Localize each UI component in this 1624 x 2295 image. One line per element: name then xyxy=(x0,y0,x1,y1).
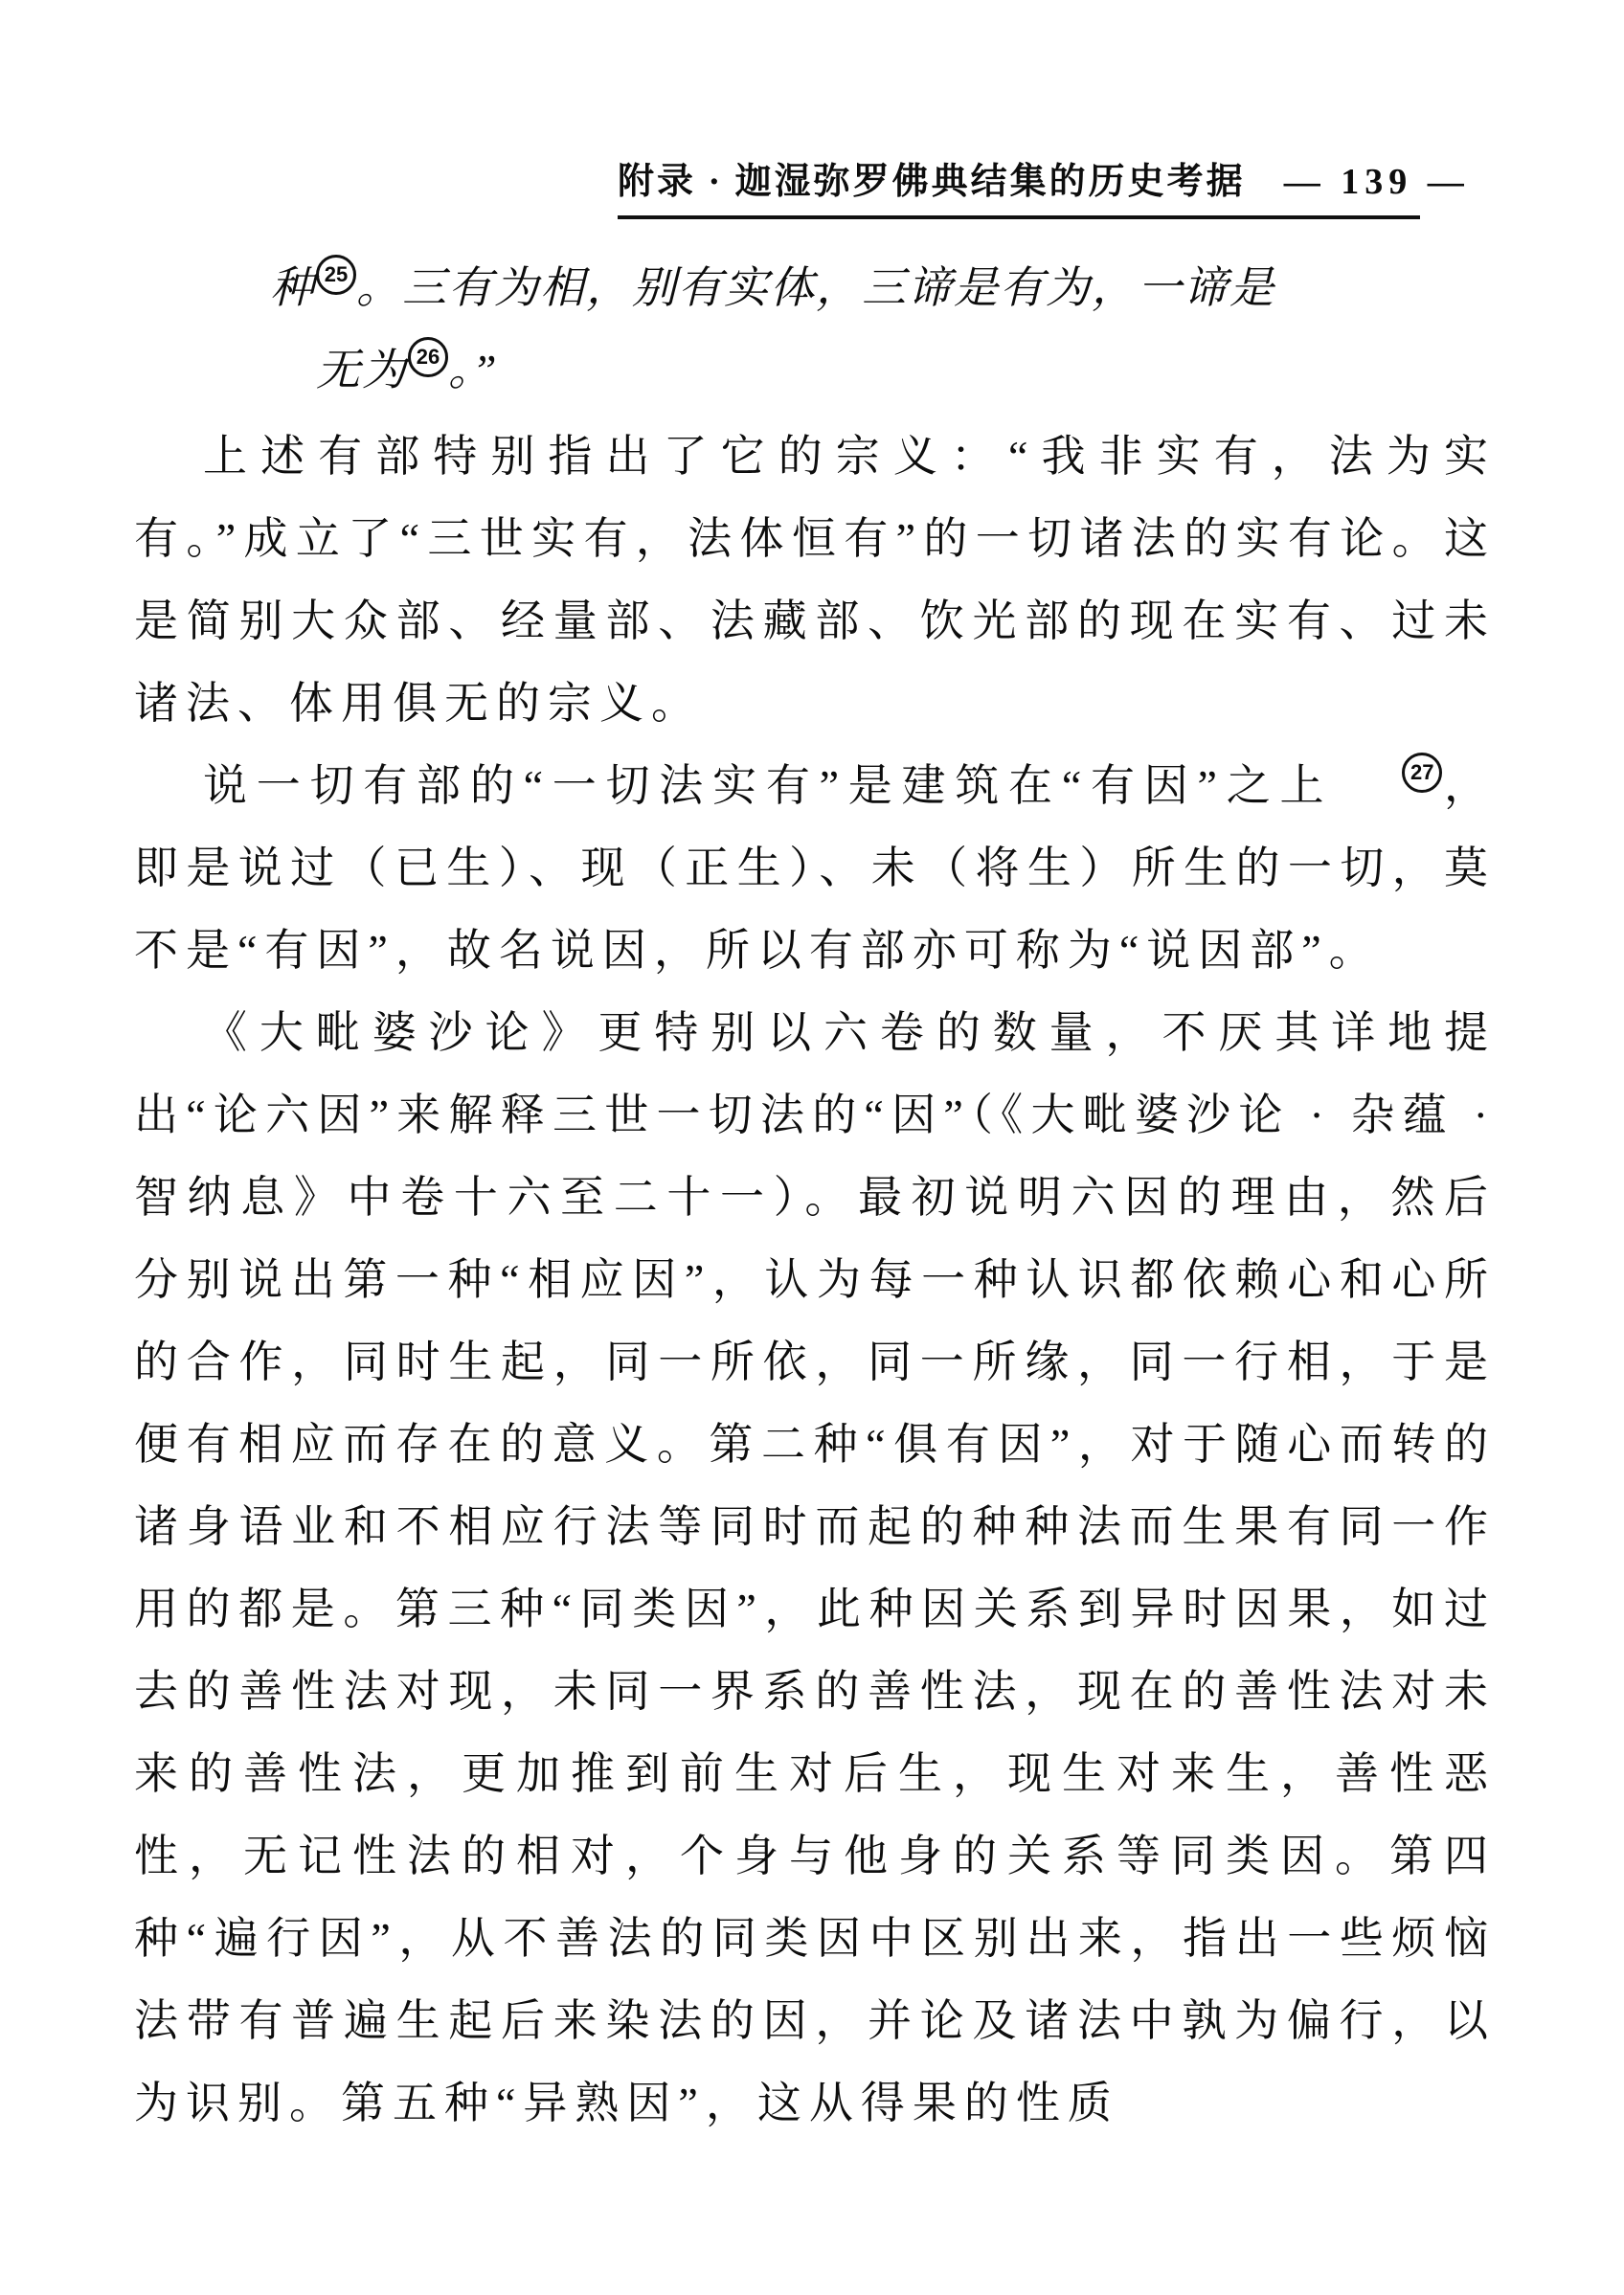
footnote-number: 25 xyxy=(316,255,356,295)
quote-line: 无为 $^{26}$ 。” xyxy=(316,329,1496,412)
quote-block xyxy=(134,247,1496,412)
running-header-title: 附录 · 迦湿弥罗佛典结集的历史考据 xyxy=(618,162,1246,202)
page-number: — 139 — xyxy=(1283,162,1470,202)
footnote-marker xyxy=(1333,758,1442,799)
footnote-marker xyxy=(316,260,356,301)
body-paragraph: 说一切有部的“一切法实有”是建筑在“有因”之上 $^{27}$ ，即是说过（已生）、现（正生）、未（将生）所生的一切，莫不是“有因”，故名说因，所以有部亦可称为“说因部”。 xyxy=(134,745,1496,992)
footnote-number: 26 xyxy=(408,337,448,377)
body-paragraph: 上述有部特别指出了它的宗义：“我非实有，法为实有。”成立了“三世实有，法体恒有”的一切诸法的实有论。这是简别大众部、经量部、法藏部、饮光部的现在实有、过未诸法、体用俱无的宗义。 xyxy=(134,432,1496,728)
quote-line: 种 $^{25}$ 。三有为相，别有实体，三谛是有为，一谛是 xyxy=(270,247,1496,329)
body-paragraph: 《大毗婆沙论》更特别以六卷的数量，不厌其详地提出“论六因”来解释三世一切法的“因”（《大毗婆沙论 · 杂蕴 · 智纳息》中卷十六至二十一）。最初说明六因的理由，然后分别说出第一种“相应因”，认为每一种认识都依赖心和心所的合作，同时生起，同一所依，同一所缘，同一行相，于是便有相应而存在的意义。第二种“俱有因”，对于随心而转的诸身语业和不相应行法等同时而起的种种法而生果有同一作用的都是。第三种“同类因”，此种因关系到异时因果，如过去的善性法对现，未同一界系的善性法，现在的善性法对未来的善性法，更加推到前生对后生，现生对来生，善性恶性，无记性法的相对，个身与他身的关系等同类因。第四种“遍行因”，从不善法的同类因中区别出来，指出一些烦恼法带有普遍生起后来染法的因，并论及诸法中孰为偏行，以为识别。第五种“异熟因”，这从得果的性质 xyxy=(134,1008,1496,2127)
footnote-marker xyxy=(408,343,448,383)
page-body xyxy=(134,247,1496,2145)
running-header xyxy=(618,151,1470,219)
footnote-number: 27 xyxy=(1402,753,1442,793)
